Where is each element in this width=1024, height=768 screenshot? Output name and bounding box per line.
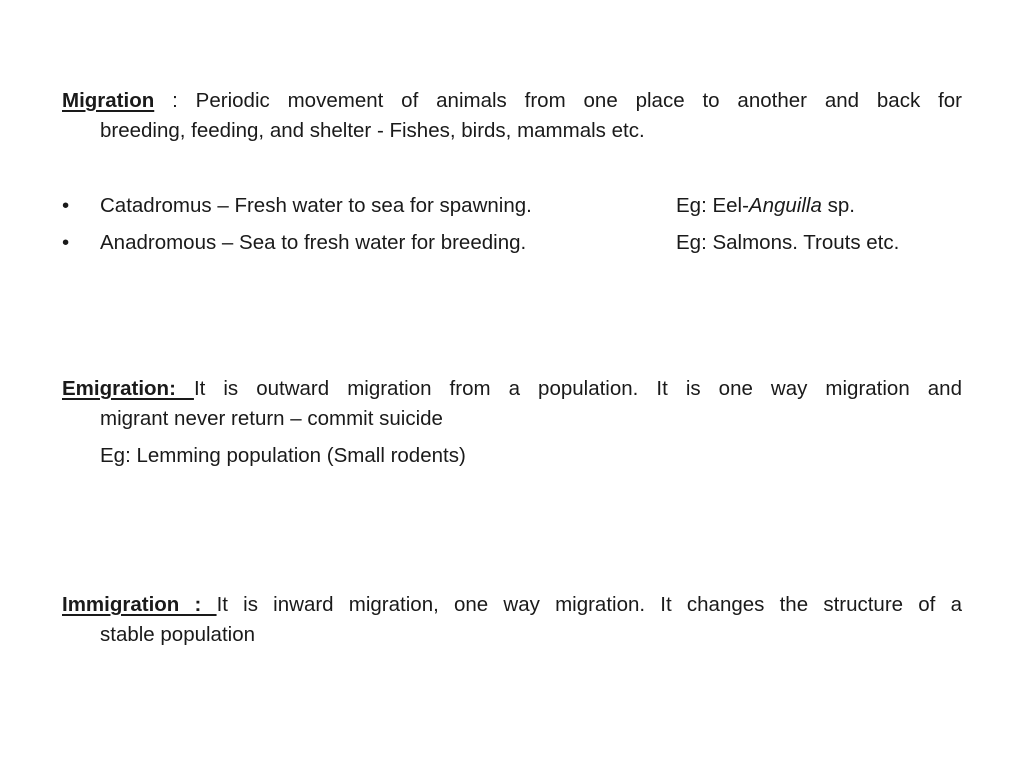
example-prefix: Eg: Salmons. Trouts etc. (676, 231, 900, 254)
migration-line-1 (62, 86, 962, 116)
example-suffix: sp. (821, 194, 855, 217)
bullet-icon: • (62, 194, 70, 217)
bullet-text: Anadromous – Sea to fresh water for breeding. (100, 231, 527, 254)
bullet-icon: • (62, 231, 70, 254)
emigration-line-2: migrant never return – commit suicide (100, 407, 443, 430)
migration-term: Migration (62, 89, 155, 112)
list-item-anadromous (62, 228, 962, 265)
list-item-catadromus (62, 191, 962, 228)
bullet-example (676, 191, 855, 221)
bullet-example (676, 228, 899, 258)
migration-definition-text: : Periodic movement of animals from one place to another and back for (154, 89, 962, 112)
migration-types-list (62, 191, 962, 265)
immigration-definition (62, 590, 962, 650)
immigration-term: Immigration : (62, 593, 217, 616)
bullet-text: Catadromus – Fresh water to sea for spawning. (100, 194, 532, 217)
emigration-line-1 (62, 374, 962, 404)
immigration-line-1 (62, 590, 962, 620)
migration-line-2: breeding, feeding, and shelter - Fishes, birds, mammals etc. (100, 119, 645, 142)
migration-definition (62, 86, 962, 146)
emigration-definition-text: It is outward migration from a population. It is one way migration and (193, 377, 962, 400)
example-prefix: Eg: Eel- (676, 194, 749, 217)
immigration-definition-text: It is inward migration, one way migration. It changes the structure of a (216, 593, 962, 616)
emigration-term: Emigration: (62, 377, 194, 400)
immigration-line-2: stable population (100, 623, 256, 646)
emigration-example: Eg: Lemming population (Small rodents) (100, 444, 466, 467)
emigration-definition (62, 374, 962, 471)
example-species: Anguilla (748, 194, 822, 217)
